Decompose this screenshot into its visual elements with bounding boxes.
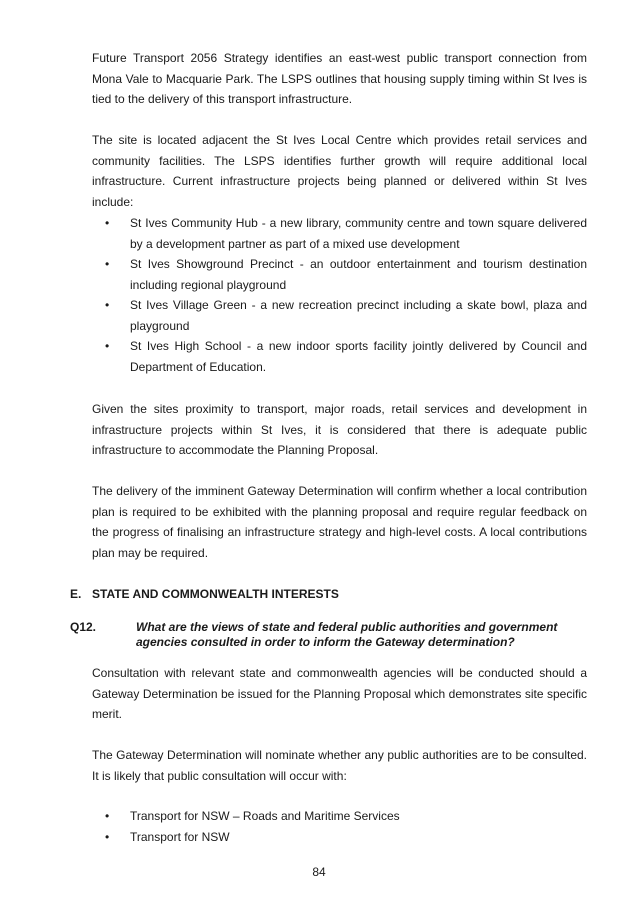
- paragraph-future-transport: Future Transport 2056 Strategy identifies an east-west public transport connection from Mona Vale to Macquarie Park. The LSPS outlines that housing supply timing within St Ives is tied to the delivery of this transport infrastructure.: [92, 51, 587, 106]
- section-heading: [70, 584, 590, 604]
- bullet-icon: •: [105, 809, 110, 823]
- list-item: • St Ives Village Green - a new recreation precinct including a skate bowl, plaza and playground: [92, 295, 587, 336]
- bullet-icon: •: [105, 339, 110, 353]
- paragraph-gateway-delivery: The delivery of the imminent Gateway Determination will confirm whether a local contribution plan is required to be exhibited with the planning proposal and require regular feedback on the progress of finalising an infrastructure strategy and high-level costs. A local contributions plan may be required.: [92, 484, 587, 560]
- bullet-icon: •: [105, 298, 110, 312]
- paragraph-consultation: Consultation with relevant state and commonwealth agencies will be conducted should a Gateway Determination be issued for the Planning Proposal which demonstrates site specific merit.: [92, 666, 587, 721]
- page-number: 84: [312, 865, 326, 879]
- list-item: • St Ives High School - a new indoor sports facility jointly delivered by Council and Department of Education.: [92, 336, 587, 377]
- bullet-icon: •: [105, 257, 110, 271]
- paragraph-proximity: Given the sites proximity to transport, major roads, retail services and development in infrastructure projects within St Ives, it is considered that there is adequate public infrastructure to accommodate the Planning Proposal.: [92, 402, 587, 457]
- section-title: STATE AND COMMONWEALTH INTERESTS: [92, 587, 339, 601]
- paragraph-public-authorities: The Gateway Determination will nominate whether any public authorities are to be consulted. It is likely that public consultation will occur with:: [92, 748, 587, 783]
- question-number: Q12.: [70, 620, 97, 634]
- paragraph-site-location: The site is located adjacent the St Ives Local Centre which provides retail services and community facilities. The LSPS identifies further growth will require additional local infrastructure. Current infrastructure projects being planned or delivered within St Ives include:: [92, 133, 587, 209]
- section-letter: E.: [70, 587, 82, 601]
- list-item: • Transport for NSW – Roads and Maritime Services: [92, 806, 587, 827]
- bullet-icon: •: [105, 216, 110, 230]
- infrastructure-projects-list: [92, 213, 587, 377]
- list-item: • Transport for NSW: [92, 827, 587, 848]
- list-item: • St Ives Showground Precinct - an outdoor entertainment and tourism destination including regional playground: [92, 254, 587, 295]
- list-item: • St Ives Community Hub - a new library, community centre and town square delivered by a development partner as part of a mixed use development: [92, 213, 587, 254]
- consultation-list: [92, 806, 587, 847]
- bullet-icon: •: [105, 829, 110, 844]
- question-text: What are the views of state and federal public authorities and government agencies consulted in order to inform the Gateway determination?: [136, 620, 558, 649]
